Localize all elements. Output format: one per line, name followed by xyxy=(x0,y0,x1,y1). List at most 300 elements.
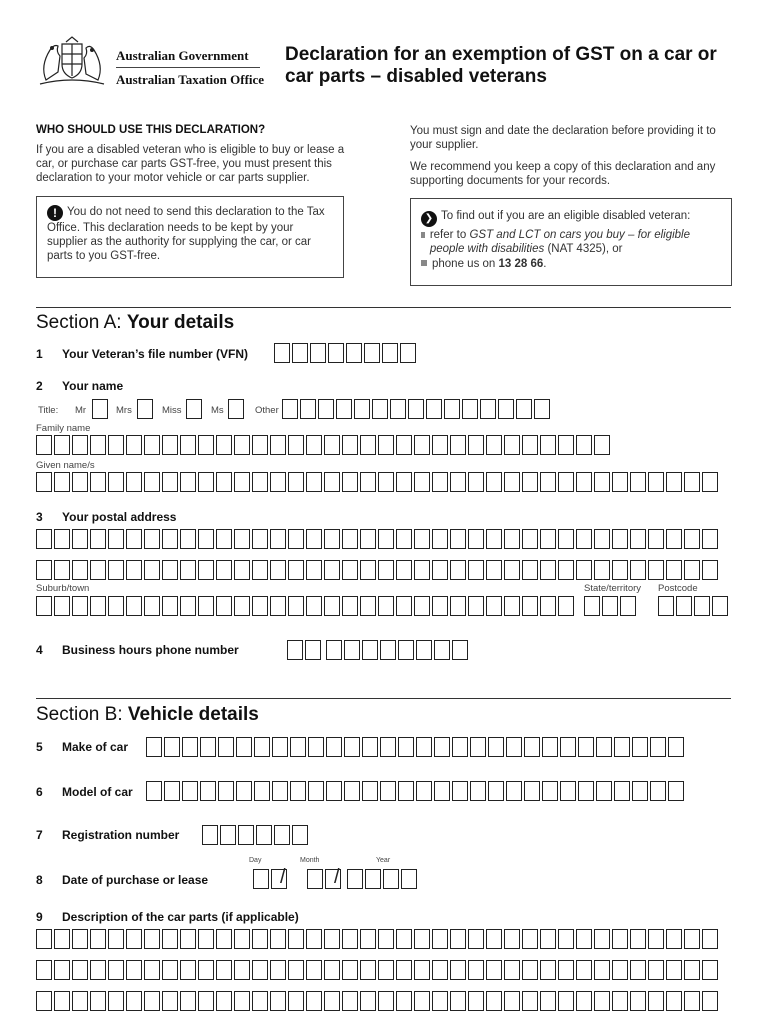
character-box[interactable] xyxy=(380,640,396,660)
character-box[interactable] xyxy=(444,399,460,419)
character-box[interactable] xyxy=(658,596,674,616)
character-box[interactable] xyxy=(360,529,376,549)
character-box[interactable] xyxy=(534,399,550,419)
character-box[interactable] xyxy=(648,472,664,492)
character-box[interactable] xyxy=(306,529,322,549)
character-box[interactable] xyxy=(328,343,344,363)
character-box[interactable] xyxy=(434,640,450,660)
character-box[interactable] xyxy=(524,781,540,801)
character-box[interactable] xyxy=(252,991,268,1011)
character-box[interactable] xyxy=(326,640,342,660)
character-box[interactable] xyxy=(198,435,214,455)
character-box[interactable] xyxy=(292,343,308,363)
character-box[interactable] xyxy=(54,472,70,492)
character-box[interactable] xyxy=(378,560,394,580)
character-box[interactable] xyxy=(540,435,556,455)
character-box[interactable] xyxy=(558,960,574,980)
character-box[interactable] xyxy=(307,869,323,889)
character-box[interactable] xyxy=(318,399,334,419)
character-box[interactable] xyxy=(452,781,468,801)
character-box[interactable] xyxy=(400,343,416,363)
character-box[interactable] xyxy=(712,596,728,616)
character-box[interactable] xyxy=(180,960,196,980)
character-box[interactable] xyxy=(234,596,250,616)
character-box[interactable] xyxy=(396,529,412,549)
character-box[interactable] xyxy=(648,929,664,949)
character-box[interactable] xyxy=(198,960,214,980)
character-box[interactable] xyxy=(416,640,432,660)
character-box[interactable] xyxy=(468,929,484,949)
character-box[interactable] xyxy=(408,399,424,419)
character-box[interactable] xyxy=(486,960,502,980)
character-box[interactable] xyxy=(432,596,448,616)
character-box[interactable] xyxy=(144,435,160,455)
character-box[interactable] xyxy=(432,560,448,580)
character-box[interactable] xyxy=(630,991,646,1011)
character-box[interactable] xyxy=(602,596,618,616)
character-box[interactable] xyxy=(162,929,178,949)
character-box[interactable] xyxy=(450,435,466,455)
character-box[interactable] xyxy=(306,560,322,580)
character-box[interactable] xyxy=(180,929,196,949)
character-box[interactable] xyxy=(234,472,250,492)
character-box[interactable] xyxy=(522,560,538,580)
character-box[interactable] xyxy=(668,737,684,757)
character-box[interactable] xyxy=(372,399,388,419)
character-box[interactable] xyxy=(468,435,484,455)
character-box[interactable] xyxy=(344,737,360,757)
character-box[interactable] xyxy=(324,929,340,949)
character-box[interactable] xyxy=(468,960,484,980)
character-box[interactable] xyxy=(216,929,232,949)
character-box[interactable] xyxy=(108,472,124,492)
character-box[interactable] xyxy=(576,560,592,580)
character-box[interactable] xyxy=(578,737,594,757)
character-box[interactable] xyxy=(414,529,430,549)
character-box[interactable] xyxy=(216,596,232,616)
character-box[interactable] xyxy=(126,596,142,616)
character-box[interactable] xyxy=(126,929,142,949)
character-box[interactable] xyxy=(360,472,376,492)
character-box[interactable] xyxy=(180,472,196,492)
character-box[interactable] xyxy=(594,929,610,949)
character-box[interactable] xyxy=(92,399,108,419)
character-box[interactable] xyxy=(362,640,378,660)
character-box[interactable] xyxy=(108,960,124,980)
title-other-input[interactable] xyxy=(282,399,552,419)
character-box[interactable] xyxy=(198,529,214,549)
purchase-year-input[interactable] xyxy=(347,869,419,889)
character-box[interactable] xyxy=(522,529,538,549)
character-box[interactable] xyxy=(344,640,360,660)
character-box[interactable] xyxy=(270,929,286,949)
character-box[interactable] xyxy=(450,529,466,549)
character-box[interactable] xyxy=(326,737,342,757)
character-box[interactable] xyxy=(630,929,646,949)
character-box[interactable] xyxy=(342,960,358,980)
character-box[interactable] xyxy=(36,929,52,949)
character-box[interactable] xyxy=(198,560,214,580)
character-box[interactable] xyxy=(144,991,160,1011)
character-box[interactable] xyxy=(198,929,214,949)
character-box[interactable] xyxy=(342,472,358,492)
character-box[interactable] xyxy=(254,781,270,801)
character-box[interactable] xyxy=(486,929,502,949)
character-box[interactable] xyxy=(90,596,106,616)
state-input[interactable] xyxy=(584,596,638,616)
character-box[interactable] xyxy=(504,472,520,492)
character-box[interactable] xyxy=(396,472,412,492)
publication-link[interactable]: GST and LCT on cars you buy – for eligible people with disabilities xyxy=(429,229,690,255)
car-parts-line1-input[interactable] xyxy=(36,929,720,949)
character-box[interactable] xyxy=(54,929,70,949)
character-box[interactable] xyxy=(632,781,648,801)
character-box[interactable] xyxy=(398,640,414,660)
character-box[interactable] xyxy=(162,560,178,580)
character-box[interactable] xyxy=(216,960,232,980)
character-box[interactable] xyxy=(522,991,538,1011)
character-box[interactable] xyxy=(288,560,304,580)
character-box[interactable] xyxy=(612,960,628,980)
character-box[interactable] xyxy=(54,991,70,1011)
character-box[interactable] xyxy=(576,435,592,455)
character-box[interactable] xyxy=(522,929,538,949)
character-box[interactable] xyxy=(684,529,700,549)
character-box[interactable] xyxy=(396,560,412,580)
character-box[interactable] xyxy=(594,472,610,492)
character-box[interactable] xyxy=(486,991,502,1011)
character-box[interactable] xyxy=(596,781,612,801)
character-box[interactable] xyxy=(396,596,412,616)
character-box[interactable] xyxy=(414,596,430,616)
character-box[interactable] xyxy=(516,399,532,419)
character-box[interactable] xyxy=(576,960,592,980)
character-box[interactable] xyxy=(336,399,352,419)
character-box[interactable] xyxy=(146,781,162,801)
character-box[interactable] xyxy=(504,991,520,1011)
character-box[interactable] xyxy=(480,399,496,419)
character-box[interactable] xyxy=(401,869,417,889)
character-box[interactable] xyxy=(347,869,363,889)
character-box[interactable] xyxy=(270,560,286,580)
character-box[interactable] xyxy=(180,991,196,1011)
character-box[interactable] xyxy=(310,343,326,363)
character-box[interactable] xyxy=(650,737,666,757)
character-box[interactable] xyxy=(72,960,88,980)
character-box[interactable] xyxy=(218,781,234,801)
character-box[interactable] xyxy=(54,960,70,980)
character-box[interactable] xyxy=(382,343,398,363)
character-box[interactable] xyxy=(137,399,153,419)
character-box[interactable] xyxy=(72,529,88,549)
character-box[interactable] xyxy=(288,435,304,455)
character-box[interactable] xyxy=(287,640,303,660)
character-box[interactable] xyxy=(576,472,592,492)
character-box[interactable] xyxy=(414,472,430,492)
character-box[interactable] xyxy=(450,929,466,949)
character-box[interactable] xyxy=(648,560,664,580)
character-box[interactable] xyxy=(378,472,394,492)
registration-input[interactable] xyxy=(202,825,310,845)
character-box[interactable] xyxy=(324,960,340,980)
character-box[interactable] xyxy=(594,960,610,980)
character-box[interactable] xyxy=(396,991,412,1011)
character-box[interactable] xyxy=(470,781,486,801)
character-box[interactable] xyxy=(560,781,576,801)
character-box[interactable] xyxy=(434,781,450,801)
character-box[interactable] xyxy=(414,960,430,980)
character-box[interactable] xyxy=(288,991,304,1011)
character-box[interactable] xyxy=(324,991,340,1011)
title-ms-checkbox[interactable] xyxy=(228,399,246,419)
character-box[interactable] xyxy=(540,991,556,1011)
character-box[interactable] xyxy=(300,399,316,419)
character-box[interactable] xyxy=(288,929,304,949)
character-box[interactable] xyxy=(504,960,520,980)
postal-address-line1-input[interactable] xyxy=(36,529,720,549)
character-box[interactable] xyxy=(288,960,304,980)
character-box[interactable] xyxy=(90,960,106,980)
character-box[interactable] xyxy=(108,529,124,549)
character-box[interactable] xyxy=(216,529,232,549)
character-box[interactable] xyxy=(36,435,52,455)
character-box[interactable] xyxy=(365,869,381,889)
character-box[interactable] xyxy=(216,472,232,492)
character-box[interactable] xyxy=(180,435,196,455)
character-box[interactable] xyxy=(108,991,124,1011)
character-box[interactable] xyxy=(362,737,378,757)
character-box[interactable] xyxy=(360,991,376,1011)
character-box[interactable] xyxy=(594,991,610,1011)
character-box[interactable] xyxy=(684,472,700,492)
character-box[interactable] xyxy=(468,596,484,616)
character-box[interactable] xyxy=(270,435,286,455)
character-box[interactable] xyxy=(292,825,308,845)
character-box[interactable] xyxy=(486,472,502,492)
title-mr-checkbox[interactable] xyxy=(92,399,110,419)
character-box[interactable] xyxy=(468,991,484,1011)
character-box[interactable] xyxy=(666,529,682,549)
character-box[interactable] xyxy=(164,737,180,757)
character-box[interactable] xyxy=(234,435,250,455)
character-box[interactable] xyxy=(144,472,160,492)
character-box[interactable] xyxy=(180,560,196,580)
character-box[interactable] xyxy=(380,737,396,757)
character-box[interactable] xyxy=(414,991,430,1011)
character-box[interactable] xyxy=(282,399,298,419)
character-box[interactable] xyxy=(504,529,520,549)
character-box[interactable] xyxy=(360,560,376,580)
character-box[interactable] xyxy=(630,529,646,549)
character-box[interactable] xyxy=(378,435,394,455)
character-box[interactable] xyxy=(236,781,252,801)
character-box[interactable] xyxy=(576,929,592,949)
character-box[interactable] xyxy=(108,929,124,949)
character-box[interactable] xyxy=(360,596,376,616)
character-box[interactable] xyxy=(274,343,290,363)
character-box[interactable] xyxy=(72,596,88,616)
character-box[interactable] xyxy=(252,596,268,616)
character-box[interactable] xyxy=(452,640,468,660)
character-box[interactable] xyxy=(702,529,718,549)
title-miss-checkbox[interactable] xyxy=(186,399,204,419)
character-box[interactable] xyxy=(216,435,232,455)
character-box[interactable] xyxy=(72,991,88,1011)
character-box[interactable] xyxy=(558,596,574,616)
character-box[interactable] xyxy=(234,960,250,980)
character-box[interactable] xyxy=(666,929,682,949)
character-box[interactable] xyxy=(162,596,178,616)
character-box[interactable] xyxy=(452,737,468,757)
character-box[interactable] xyxy=(36,960,52,980)
family-name-input[interactable] xyxy=(36,435,612,455)
character-box[interactable] xyxy=(486,596,502,616)
postal-address-line2-input[interactable] xyxy=(36,560,720,580)
character-box[interactable] xyxy=(558,560,574,580)
character-box[interactable] xyxy=(684,929,700,949)
character-box[interactable] xyxy=(36,991,52,1011)
character-box[interactable] xyxy=(198,991,214,1011)
character-box[interactable] xyxy=(498,399,514,419)
character-box[interactable] xyxy=(666,960,682,980)
character-box[interactable] xyxy=(540,529,556,549)
character-box[interactable] xyxy=(90,560,106,580)
character-box[interactable] xyxy=(306,435,322,455)
character-box[interactable] xyxy=(378,991,394,1011)
phone-number-input[interactable] xyxy=(326,640,470,660)
character-box[interactable] xyxy=(462,399,478,419)
character-box[interactable] xyxy=(612,560,628,580)
character-box[interactable] xyxy=(504,560,520,580)
character-box[interactable] xyxy=(434,737,450,757)
character-box[interactable] xyxy=(486,560,502,580)
character-box[interactable] xyxy=(558,529,574,549)
character-box[interactable] xyxy=(90,435,106,455)
character-box[interactable] xyxy=(648,529,664,549)
character-box[interactable] xyxy=(270,960,286,980)
character-box[interactable] xyxy=(182,737,198,757)
character-box[interactable] xyxy=(324,560,340,580)
character-box[interactable] xyxy=(270,529,286,549)
character-box[interactable] xyxy=(648,991,664,1011)
character-box[interactable] xyxy=(666,472,682,492)
character-box[interactable] xyxy=(694,596,710,616)
character-box[interactable] xyxy=(252,435,268,455)
character-box[interactable] xyxy=(584,596,600,616)
car-parts-line2-input[interactable] xyxy=(36,960,720,980)
character-box[interactable] xyxy=(144,596,160,616)
character-box[interactable] xyxy=(488,781,504,801)
character-box[interactable] xyxy=(414,435,430,455)
character-box[interactable] xyxy=(612,991,628,1011)
character-box[interactable] xyxy=(252,960,268,980)
character-box[interactable] xyxy=(594,560,610,580)
postcode-input[interactable] xyxy=(658,596,730,616)
character-box[interactable] xyxy=(90,991,106,1011)
character-box[interactable] xyxy=(612,929,628,949)
character-box[interactable] xyxy=(324,529,340,549)
character-box[interactable] xyxy=(666,560,682,580)
character-box[interactable] xyxy=(432,960,448,980)
character-box[interactable] xyxy=(234,929,250,949)
character-box[interactable] xyxy=(594,529,610,549)
character-box[interactable] xyxy=(630,560,646,580)
character-box[interactable] xyxy=(162,529,178,549)
character-box[interactable] xyxy=(144,960,160,980)
character-box[interactable] xyxy=(72,472,88,492)
character-box[interactable] xyxy=(186,399,202,419)
character-box[interactable] xyxy=(252,929,268,949)
character-box[interactable] xyxy=(396,960,412,980)
character-box[interactable] xyxy=(54,529,70,549)
character-box[interactable] xyxy=(558,929,574,949)
character-box[interactable] xyxy=(542,781,558,801)
character-box[interactable] xyxy=(180,529,196,549)
character-box[interactable] xyxy=(684,960,700,980)
character-box[interactable] xyxy=(576,991,592,1011)
character-box[interactable] xyxy=(272,737,288,757)
character-box[interactable] xyxy=(306,991,322,1011)
character-box[interactable] xyxy=(290,737,306,757)
character-box[interactable] xyxy=(234,991,250,1011)
character-box[interactable] xyxy=(504,435,520,455)
character-box[interactable] xyxy=(630,472,646,492)
character-box[interactable] xyxy=(305,640,321,660)
character-box[interactable] xyxy=(432,929,448,949)
character-box[interactable] xyxy=(144,560,160,580)
character-box[interactable] xyxy=(702,991,718,1011)
character-box[interactable] xyxy=(126,560,142,580)
character-box[interactable] xyxy=(162,435,178,455)
vfn-input[interactable] xyxy=(274,343,418,363)
car-model-input[interactable] xyxy=(146,781,686,801)
character-box[interactable] xyxy=(308,781,324,801)
car-parts-line3-input[interactable] xyxy=(36,991,720,1011)
character-box[interactable] xyxy=(342,435,358,455)
character-box[interactable] xyxy=(702,472,718,492)
character-box[interactable] xyxy=(162,991,178,1011)
character-box[interactable] xyxy=(450,991,466,1011)
character-box[interactable] xyxy=(234,529,250,549)
phone-area-code-input[interactable] xyxy=(287,640,323,660)
character-box[interactable] xyxy=(614,737,630,757)
character-box[interactable] xyxy=(146,737,162,757)
character-box[interactable] xyxy=(596,737,612,757)
given-name-input[interactable] xyxy=(36,472,720,492)
character-box[interactable] xyxy=(72,560,88,580)
character-box[interactable] xyxy=(504,596,520,616)
character-box[interactable] xyxy=(126,435,142,455)
character-box[interactable] xyxy=(346,343,362,363)
character-box[interactable] xyxy=(238,825,254,845)
character-box[interactable] xyxy=(612,472,628,492)
character-box[interactable] xyxy=(126,991,142,1011)
character-box[interactable] xyxy=(126,960,142,980)
character-box[interactable] xyxy=(524,737,540,757)
character-box[interactable] xyxy=(558,991,574,1011)
character-box[interactable] xyxy=(390,399,406,419)
character-box[interactable] xyxy=(342,991,358,1011)
character-box[interactable] xyxy=(272,781,288,801)
character-box[interactable] xyxy=(360,435,376,455)
character-box[interactable] xyxy=(342,596,358,616)
character-box[interactable] xyxy=(612,529,628,549)
character-box[interactable] xyxy=(288,472,304,492)
character-box[interactable] xyxy=(380,781,396,801)
character-box[interactable] xyxy=(504,929,520,949)
character-box[interactable] xyxy=(108,560,124,580)
character-box[interactable] xyxy=(270,472,286,492)
